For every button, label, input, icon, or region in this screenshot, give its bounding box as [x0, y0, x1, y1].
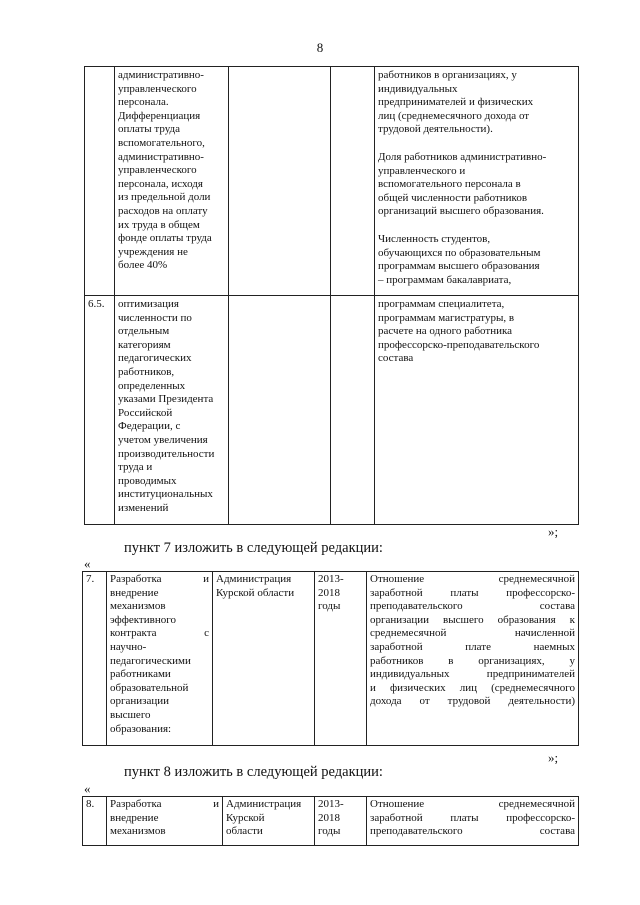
text-line: изменений	[118, 501, 169, 514]
text-line: работников,	[118, 365, 175, 378]
text-line: годы	[318, 825, 341, 838]
text-line: категориям	[118, 338, 171, 351]
text-line: дохода от трудовой деятельности)	[370, 695, 575, 708]
text-line: расчете на одного работника	[378, 325, 513, 338]
text-line: проводимых	[118, 474, 177, 487]
action-text	[110, 798, 219, 839]
indicator-text	[370, 573, 575, 709]
text-line: лиц (среднемесячного дохода от	[378, 109, 530, 122]
responsible-cell	[229, 67, 331, 296]
period-text	[318, 798, 363, 839]
indicator-text	[370, 798, 575, 839]
opening-quote: «	[84, 781, 91, 796]
text-line: учетом увеличения	[118, 433, 208, 446]
text-line: управленческого и	[378, 164, 466, 177]
indicators-cell	[367, 797, 579, 846]
text-line: оплаты труда	[118, 123, 181, 136]
closing-quote: »;	[548, 750, 559, 765]
text-line: Администрация	[216, 573, 292, 585]
row-number-cell: 6.5.	[85, 296, 115, 525]
action-text	[118, 298, 225, 516]
action-text	[110, 573, 209, 736]
text-line: профессорско-преподавательского	[378, 338, 540, 351]
text-line: годы	[318, 600, 341, 613]
text-line: 2018	[318, 811, 340, 824]
text-line: организации	[110, 695, 170, 708]
text-line: управленческого	[118, 164, 197, 177]
indicator-paragraph	[378, 151, 575, 219]
text-line: организации высшего образования к	[370, 613, 575, 626]
indicator-text	[378, 298, 575, 366]
text-line: Разработка и	[110, 573, 209, 585]
text-line: работников в организациях, у	[370, 654, 575, 667]
responsible-text	[226, 798, 311, 839]
text-line: Отношение среднемесячной	[370, 573, 575, 585]
text-line: управленческого	[118, 82, 197, 95]
indicators-cell	[367, 572, 579, 746]
table-row	[83, 572, 579, 746]
text-line: педагогических	[118, 352, 192, 365]
text-line: институциональных	[118, 488, 213, 501]
action-cell	[107, 572, 213, 746]
text-line: расходов на оплату	[118, 204, 208, 217]
text-line: программам специалитета,	[378, 298, 505, 310]
text-line: преподавательского состава	[370, 825, 575, 838]
text-line: административно-	[118, 69, 204, 81]
text-line: оптимизация	[118, 298, 179, 310]
text-line: 2013-	[318, 798, 344, 810]
period-cell	[331, 67, 375, 296]
action-text	[118, 69, 225, 273]
period-cell	[315, 797, 367, 846]
text-line: заработной платы профессорско-	[370, 811, 575, 824]
text-line: производительности	[118, 447, 215, 460]
text-line: трудовой деятельности).	[378, 123, 493, 136]
text-line: персонала, исходя	[118, 177, 203, 190]
text-line: работниками	[110, 668, 171, 681]
text-line: Доля работников административно-	[378, 150, 547, 163]
table-row	[83, 797, 579, 846]
text-line: общей численности работников	[378, 191, 528, 204]
text-line: Дифференциация	[118, 109, 201, 122]
text-line: заработной платы профессорско-	[370, 586, 575, 599]
indicator-paragraph	[378, 233, 575, 287]
text-line: организаций высшего образования.	[378, 205, 544, 218]
text-line: фонде оплаты труда	[118, 232, 212, 245]
text-line: области	[226, 825, 263, 838]
program-table-continued	[84, 66, 579, 525]
text-line: среднемесячной начисленной	[370, 627, 575, 640]
row-number-cell: 7.	[83, 572, 107, 746]
text-line: из предельной доли	[118, 191, 211, 204]
text-line: заработной плате наемных	[370, 640, 575, 653]
text-line: программам магистратуры, в	[378, 311, 515, 324]
text-line: состава	[378, 352, 414, 365]
text-line: Федерации, с	[118, 420, 181, 433]
text-line: программам высшего образования	[378, 260, 540, 273]
responsible-text	[216, 573, 311, 600]
text-line: высшего	[110, 708, 151, 721]
text-line: индивидуальных	[378, 82, 458, 95]
text-line: указами Президента	[118, 393, 214, 406]
row-number-cell: 8.	[83, 797, 107, 846]
text-line: работников в организациях, у	[378, 69, 517, 81]
text-line: внедрение	[110, 586, 159, 599]
text-line: вспомогательного персонала в	[378, 178, 521, 191]
action-cell	[107, 797, 223, 846]
text-line: педагогическими	[110, 654, 191, 667]
text-line: Администрация	[226, 798, 302, 810]
text-line: Численность студентов,	[378, 232, 491, 245]
text-line: контракта с	[110, 627, 209, 640]
text-line: труда и	[118, 461, 153, 474]
responsible-cell	[213, 572, 315, 746]
action-cell	[115, 67, 229, 296]
text-line: эффективного	[110, 613, 176, 626]
text-line: отдельным	[118, 325, 170, 338]
action-cell	[115, 296, 229, 525]
text-line: индивидуальных предпринимателей	[370, 668, 575, 681]
text-line: Разработка и	[110, 798, 219, 810]
text-line: – программам бакалавриата,	[378, 273, 512, 286]
text-line: персонала.	[118, 96, 169, 109]
text-line: вспомогательного,	[118, 136, 205, 149]
period-cell	[315, 572, 367, 746]
text-line: внедрение	[110, 811, 159, 824]
text-line: научно-	[110, 640, 147, 653]
text-line: численности по	[118, 311, 192, 324]
text-line: механизмов	[110, 600, 166, 613]
section-heading-item-7: пункт 7 изложить в следующей редакции:	[124, 540, 383, 556]
text-line: и физических лиц (среднемесячного	[370, 681, 575, 694]
indicators-cell	[375, 67, 579, 296]
text-line: предпринимателей и физических	[378, 96, 534, 109]
text-line: образования:	[110, 722, 172, 735]
text-line: учреждения не	[118, 245, 188, 258]
responsible-cell	[229, 296, 331, 525]
item-7-table	[82, 571, 579, 746]
text-line: 2013-	[318, 573, 344, 585]
table-row	[85, 296, 579, 525]
text-line: 2018	[318, 586, 340, 599]
text-line: административно-	[118, 150, 204, 163]
indicators-cell	[375, 296, 579, 525]
row-number-cell	[85, 67, 115, 296]
table-row	[85, 67, 579, 296]
text-line: образовательной	[110, 681, 189, 694]
closing-quote: »;	[548, 524, 559, 539]
indicator-paragraph	[378, 69, 575, 137]
text-line: преподавательского состава	[370, 600, 575, 613]
text-line: Российской	[118, 406, 173, 419]
opening-quote: «	[84, 556, 91, 571]
period-text	[318, 573, 363, 614]
text-line: обучающихся по образовательным	[378, 246, 541, 259]
text-line: их труда в общем	[118, 218, 200, 231]
text-line: Отношение среднемесячной	[370, 798, 575, 810]
page-number: 8	[316, 40, 324, 55]
text-line: более 40%	[118, 259, 168, 272]
text-line: Курской области	[216, 586, 295, 599]
text-line: механизмов	[110, 825, 166, 838]
text-line: Курской	[226, 811, 265, 824]
text-line: определенных	[118, 379, 186, 392]
responsible-cell	[223, 797, 315, 846]
section-heading-item-8: пункт 8 изложить в следующей редакции:	[124, 764, 383, 780]
item-8-table	[82, 796, 579, 846]
period-cell	[331, 296, 375, 525]
